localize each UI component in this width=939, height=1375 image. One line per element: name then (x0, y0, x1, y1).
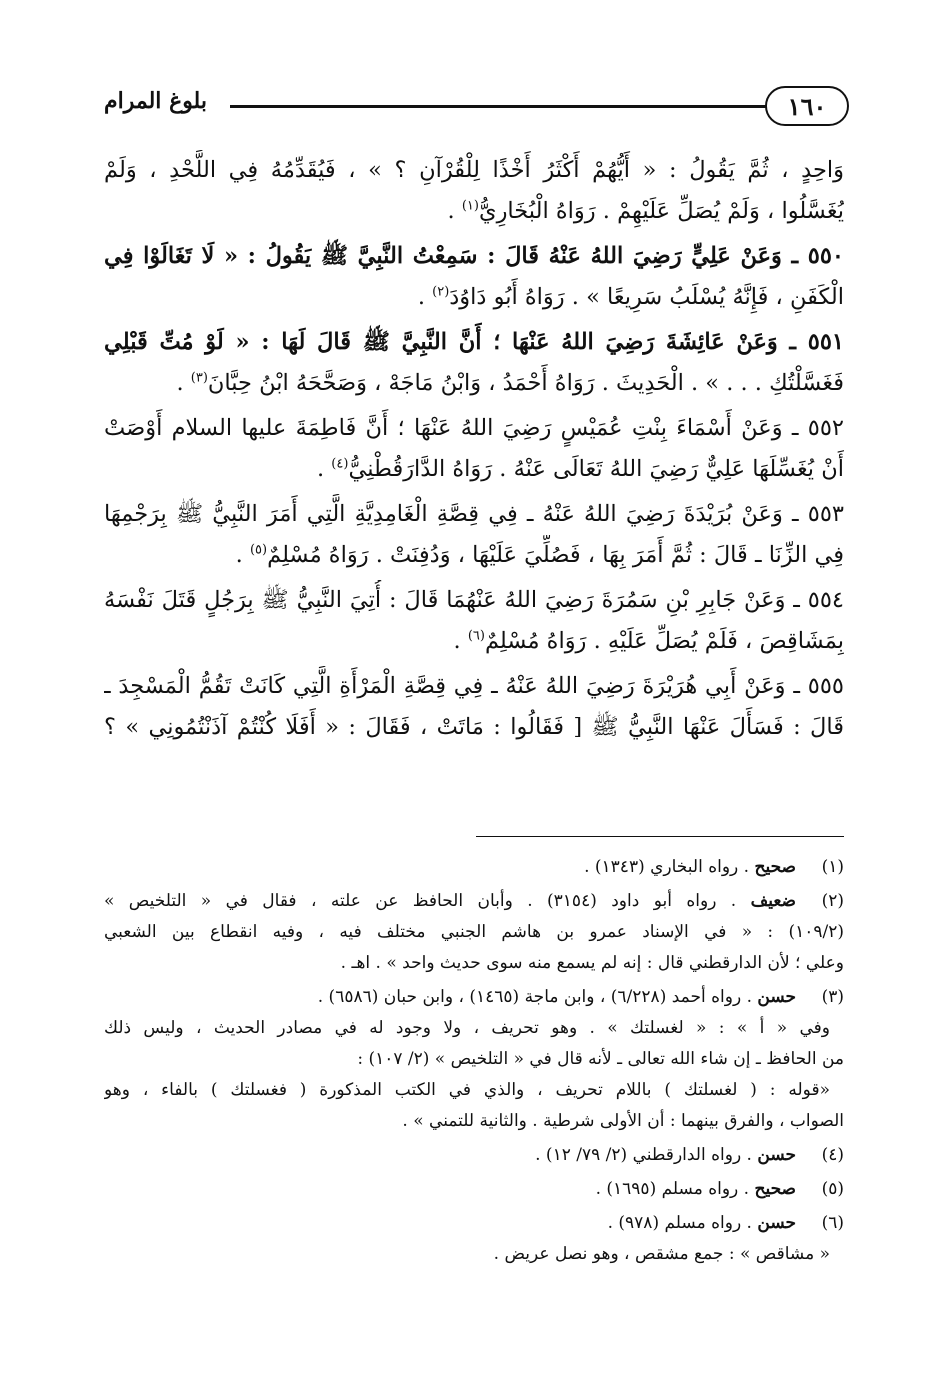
footnote-ref: (٢) (432, 284, 450, 299)
text-line: الْكَفَنِ ، فَإِنَّهُ يُسْلَبُ سَرِيعًا » . رَوَاهُ أَبُو دَاوُدَ$^{(٢)}$ . (417, 283, 844, 310)
text-line: فَغَسَّلْتُكِ . . . » . الْحَدِيثَ . رَوَاهُ أَحْمَدُ ، وَابْنُ مَاجَهْ ، وَصَحَّحَهُ ابْنُ حِبَّانَ$^{(٣)}$ . (176, 369, 844, 396)
footnote-ref: (٥) (249, 542, 268, 557)
footnote-continuation: من الحافظ ـ إن شاء الله تعالى ـ لأنه قال في « التلخيص » (٢/ ١٠٧) : (357, 1049, 844, 1069)
footnote-continuation: الصواب ، والفرق بينهما : أن الأولى شرطية . والثانية للتمني » . (402, 1111, 844, 1131)
hadith-552-line: ٥٥٢ ـ وَعَنْ أَسْمَاءَ بِنْتِ عُمَيْسٍ رَضِيَ اللهُ عَنْهَا ؛ أَنَّ فَاطِمَةَ عليها السلام أَوْصَتْ (104, 415, 844, 441)
text-line: قَالَ : فَسَأَلَ عَنْهَا النَّبِيُّ ﷺ [ فَقَالُوا : مَاتَتْ ، فَقَالَ : « أَفَلَا كُنْتُمْ آذَنْتُمُونِي » ؟ (104, 713, 844, 740)
grade-label: صحيح (754, 1179, 796, 1199)
footnote-continuation: وعلي ؛ لأن الدارقطني قال : إنه لم يسمع منه سوى حديث واحد » . اهـ . (340, 953, 844, 973)
footnote-continuation: وفي « أ » : « لغسلتك » . وهو تحريف ، ولا وجود له في مصادر الحديث ، وليس ذلك (104, 1018, 830, 1038)
footnote-number: (١) (821, 857, 844, 877)
footnote: (٤) حسن . رواه الدارقطني (٢/ ٧٩/ ١٢) . (104, 1140, 844, 1171)
footnote: (٥) صحيح . رواه مسلم (١٦٩٥) . (104, 1174, 844, 1205)
hadith-553-line: ٥٥٣ ـ وَعَنْ بُرَيْدَةَ رَضِيَ اللهُ عَنْهُ ـ فِي قِصَّةِ الْغَامِدِيَّةِ الَّتِي أَمَرَ النَّبِيُّ ﷺ بِرَجْمِهَا (104, 501, 844, 527)
hadith-555-line: ٥٥٥ ـ وَعَنْ أَبِي هُرَيْرَةَ رَضِيَ اللهُ عَنْهُ ـ فِي قِصَّةِ الْمَرْأَةِ الَّتِي كَانَتْ تَقُمُّ الْمَسْجِدَ ـ (104, 673, 844, 699)
book-title: بلوغ المرام (104, 88, 207, 114)
hadith-550-line: ٥٥٠ ـ وَعَنْ عَلِيٍّ رَضِيَ اللهُ عَنْهُ قَالَ : سَمِعْتُ النَّبِيَّ ﷺ يَقُولُ : « لَا تَغَالَوْا فِي (104, 243, 844, 269)
footnote: (٦) حسن . رواه مسلم (٩٧٨) . (104, 1208, 844, 1239)
footnote: (٢) ضعيف . رواه أبو داود (٣١٥٤) . وأبان الحافظ عن علته ، فقال في « التلخيص » (104, 886, 844, 917)
text-line: وَاحِدٍ ، ثُمَّ يَقُولُ : « أَيُّهُمْ أَكْثَرُ أَخْذًا لِلْقُرْآنِ ؟ » ، فَيُقَدِّمُهُ فِي اللَّحْدِ ، وَلَمْ (104, 157, 844, 183)
footnote-number: (٤) (821, 1145, 844, 1165)
footnote: (٣) حسن . رواه أحمد (٦/٢٢٨) ، وابن ماجة (١٤٦٥) ، وابن حبان (٦٥٨٦) . (104, 982, 844, 1013)
footnote-ref: (١) (461, 198, 479, 213)
grade-label: حسن (757, 1145, 796, 1165)
header-rule (230, 105, 767, 108)
footnote-continuation: «قوله : ( لغسلتك ) باللام تحريف ، والذي في الكتب المذكورة ( فغسلتك ) بالفاء ، وهو (104, 1080, 830, 1100)
footnote-number: (٣) (821, 987, 844, 1007)
footnotes (104, 852, 844, 1270)
page-number-badge: ١٦٠ (765, 86, 849, 126)
footnote-number: (٥) (821, 1179, 844, 1199)
text-line: يُغَسَّلُوا ، وَلَمْ يُصَلِّ عَلَيْهِمْ . رَوَاهُ الْبُخَارِيُّ$^{(١)}$ . (447, 197, 844, 224)
footnote-ref: (٣) (190, 370, 208, 385)
footnote-continuation: (١٠٩/٢) : « في الإسناد عمرو بن هاشم الجنبي مختلف فيه ، وفيه انقطاع بين الشعبي (104, 922, 844, 942)
grade-label: حسن (757, 987, 796, 1007)
footnote: (١) صحيح . رواه البخاري (١٣٤٣) . (104, 852, 844, 883)
footnote-ref: (٤) (331, 456, 349, 471)
page-header (104, 84, 859, 130)
grade-label: صحيح (754, 857, 796, 877)
grade-label: حسن (757, 1213, 796, 1233)
footnote-number: (٢) (821, 891, 844, 911)
text-line: فِي الزِّنَا ـ قَالَ : ثُمَّ أَمَرَ بِهَا ، فَصُلِّيَ عَلَيْهَا ، وَدُفِنَتْ . رَوَاهُ مُسْلِمٌ$^{(٥)}$ . (235, 541, 844, 568)
footnote-number: (٦) (821, 1213, 844, 1233)
text-line: أَنْ يُغَسِّلَهَا عَلِيٌّ رَضِيَ اللهُ تَعَالَى عَنْهُ . رَوَاهُ الدَّارَقُطْنِيُّ$^{(٤)}$ . (316, 455, 844, 482)
footnote-separator (476, 836, 844, 837)
footnote-ref: (٦) (467, 628, 485, 643)
text-line: بِمَشَاقِصَ ، فَلَمْ يُصَلِّ عَلَيْهِ . رَوَاهُ مُسْلِمٌ$^{(٦)}$ . (453, 627, 844, 654)
grade-label: ضعيف (750, 891, 796, 911)
footnote-continuation: « مشاقص » : جمع مشقص ، وهو نصل عريض . (493, 1244, 830, 1264)
main-text (104, 150, 844, 747)
hadith-554-line: ٥٥٤ ـ وَعَنْ جَابِرِ بْنِ سَمُرَةَ رَضِيَ اللهُ عَنْهُمَا قَالَ : أُتِيَ النَّبِيُّ ﷺ بِرَجُلٍ قَتَلَ نَفْسَهُ (104, 587, 844, 613)
hadith-551-line: ٥٥١ ـ وَعَنْ عَائِشَةَ رَضِيَ اللهُ عَنْهَا ؛ أَنَّ النَّبِيَّ ﷺ قَالَ لَهَا : « لَوْ مُتِّ قَبْلِي (104, 329, 844, 355)
